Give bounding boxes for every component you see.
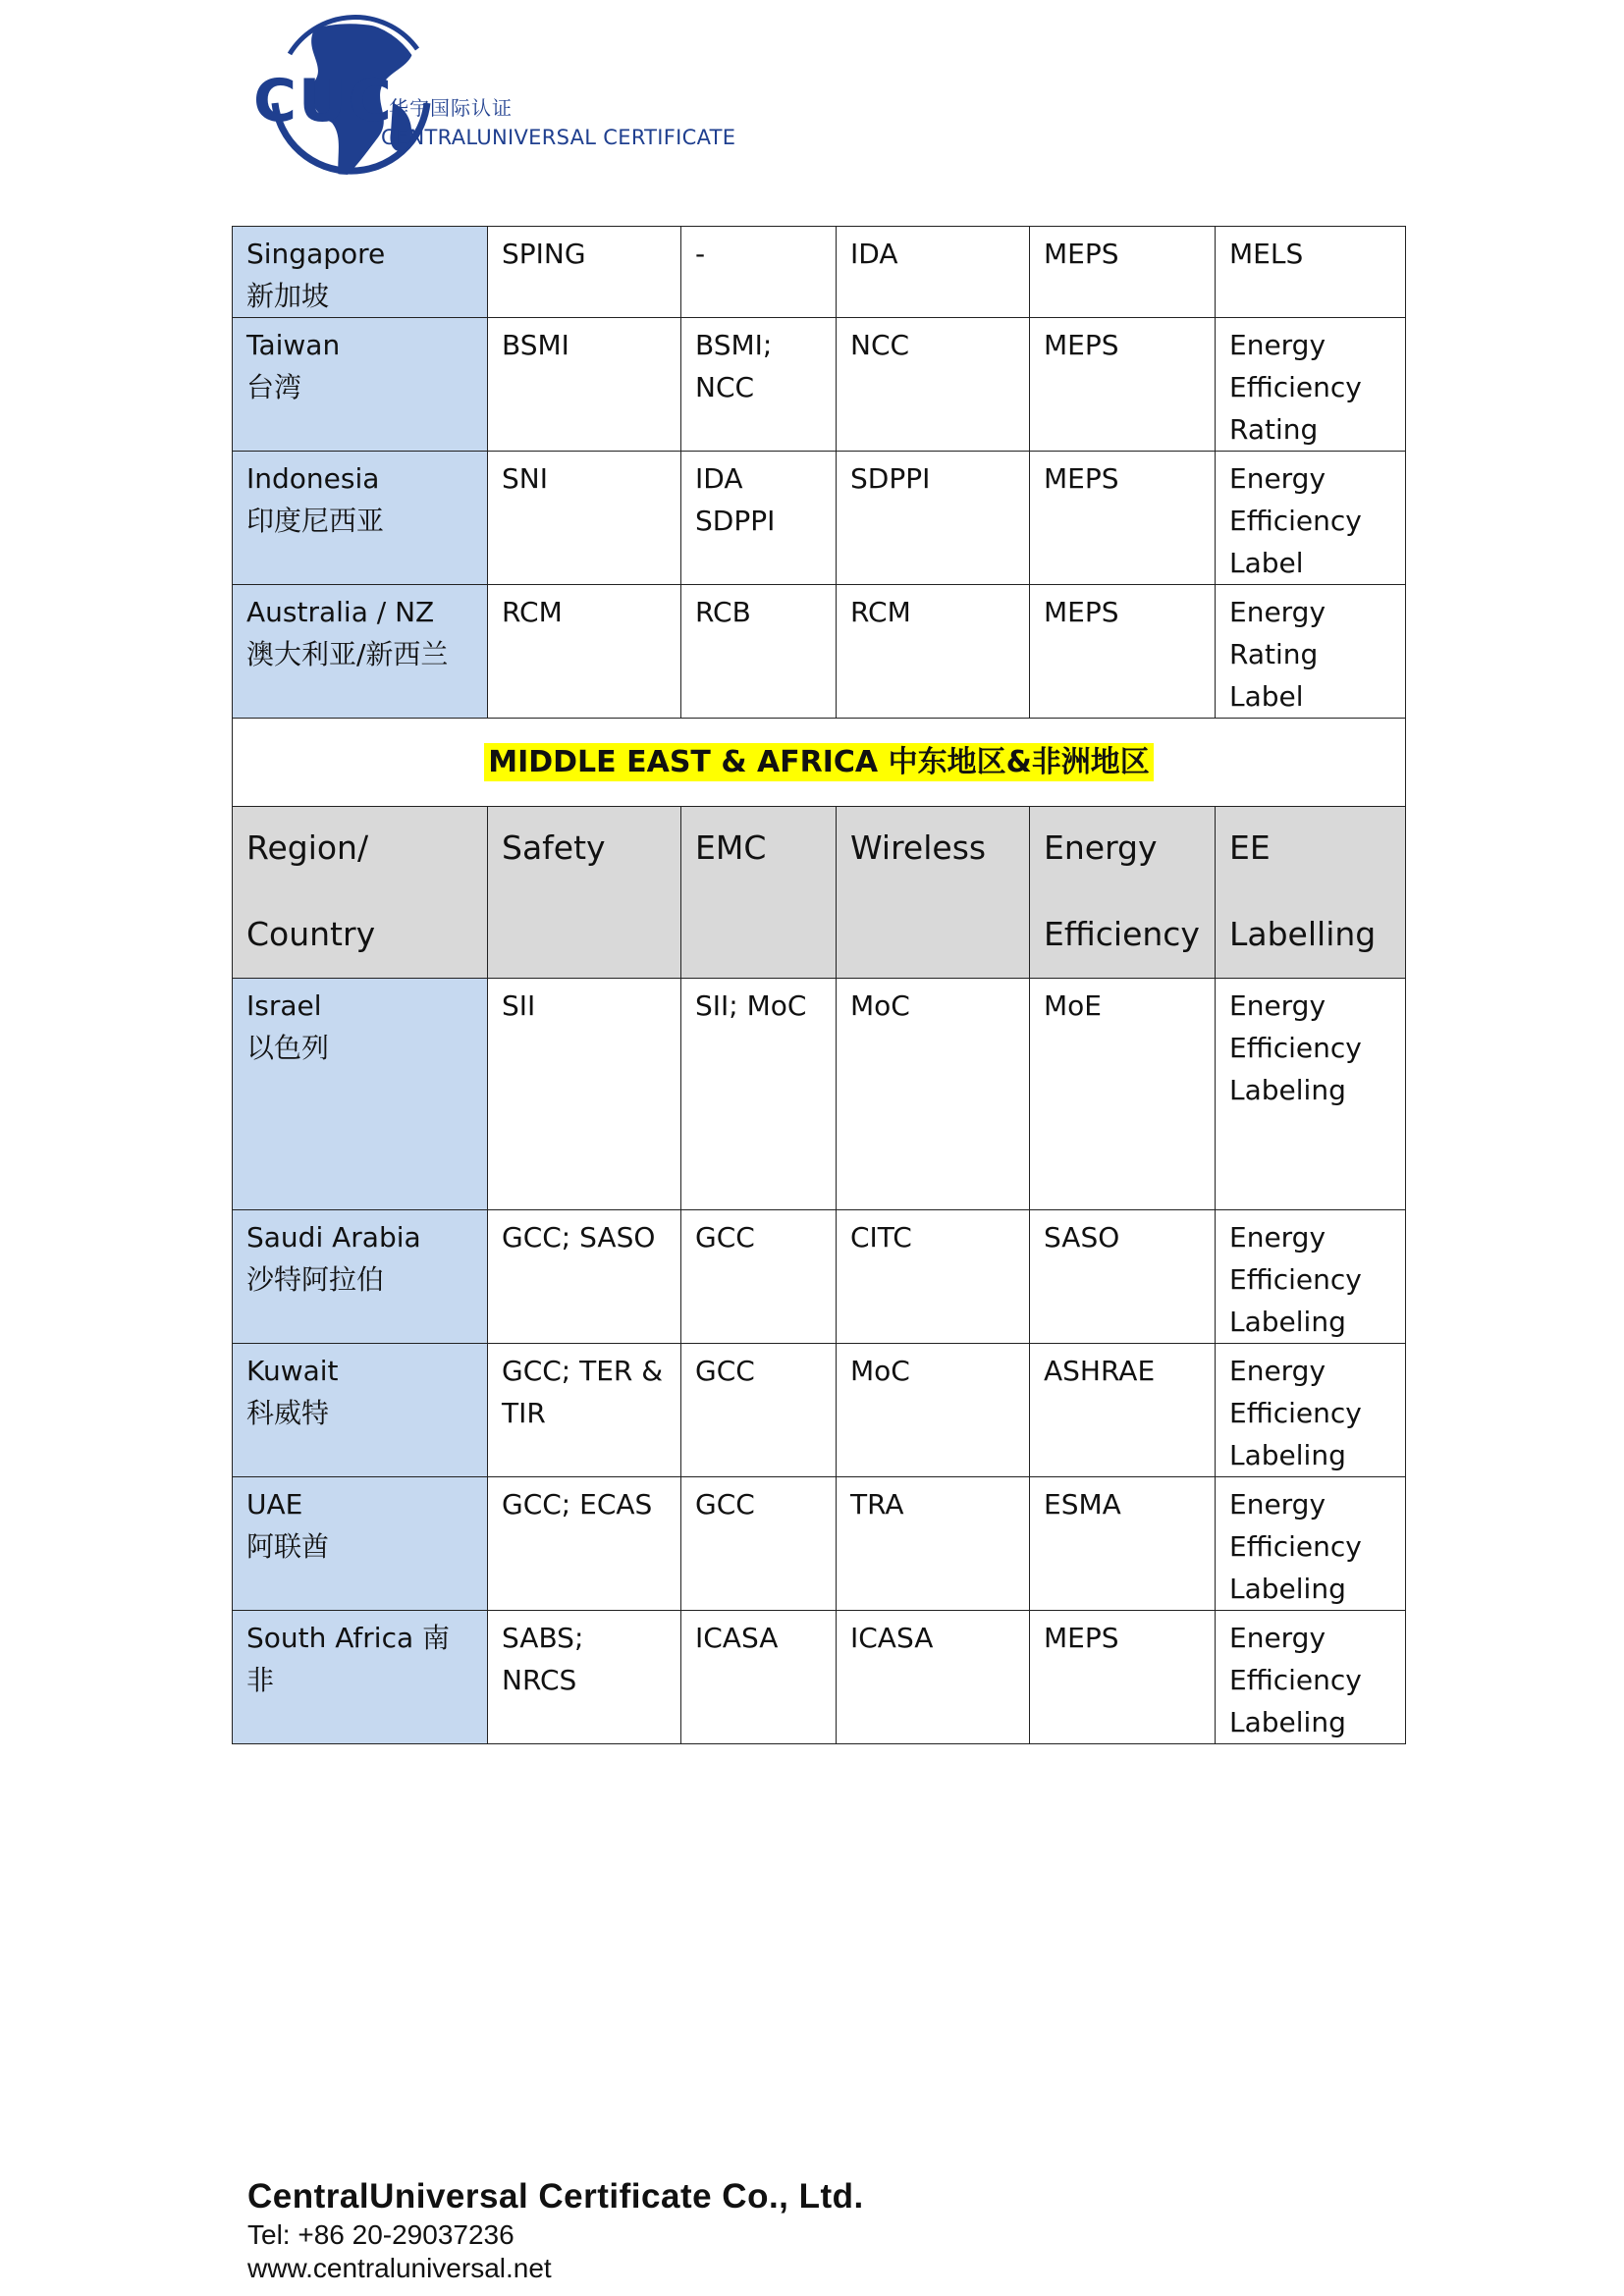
region-name: Israel xyxy=(246,989,322,1022)
region-cell xyxy=(233,318,488,452)
safety-cell: SII xyxy=(488,979,681,1210)
safety-cell: SPING xyxy=(488,227,681,318)
region-name-cn: 新加坡 xyxy=(246,280,330,312)
section-cell xyxy=(233,719,1406,807)
company-logo xyxy=(245,10,766,191)
safety-cell: SNI xyxy=(488,452,681,585)
header-region xyxy=(233,807,488,979)
region-name-cn: 沙特阿拉伯 xyxy=(246,1263,385,1296)
region-cell xyxy=(233,979,488,1210)
section-title: MIDDLE EAST & AFRICA 中东地区&非洲地区 xyxy=(484,743,1154,781)
region-cell xyxy=(233,1611,488,1744)
header-region-top: Region/ xyxy=(246,828,369,867)
header-wireless: Wireless xyxy=(837,807,1030,979)
region-name: Singapore xyxy=(246,238,386,270)
wireless-cell: IDA xyxy=(837,227,1030,318)
region-name: Saudi Arabia xyxy=(246,1221,421,1254)
table-row xyxy=(233,1344,1406,1477)
region-name-cn: 台湾 xyxy=(246,371,302,403)
table-row xyxy=(233,227,1406,318)
emc-cell: SII; MoC xyxy=(681,979,837,1210)
table-row xyxy=(233,1611,1406,1744)
region-name: Kuwait xyxy=(246,1355,339,1387)
region-name: Indonesia xyxy=(246,462,380,495)
region-name-cn: 澳大利亚/新西兰 xyxy=(246,638,449,670)
emc-cell: - xyxy=(681,227,837,318)
region-name-cn: 阿联酋 xyxy=(246,1530,330,1563)
energy-cell: MoE xyxy=(1030,979,1216,1210)
wireless-cell: MoC xyxy=(837,1344,1030,1477)
safety-cell: GCC; TER & TIR xyxy=(488,1344,681,1477)
emc-cell: GCC xyxy=(681,1210,837,1344)
wireless-cell: MoC xyxy=(837,979,1030,1210)
safety-cell: GCC; SASO xyxy=(488,1210,681,1344)
region-name: Australia / NZ xyxy=(246,596,435,628)
wireless-cell: NCC xyxy=(837,318,1030,452)
emc-cell: IDA SDPPI xyxy=(681,452,837,585)
certification-table xyxy=(232,226,1406,1744)
safety-cell: SABS; NRCS xyxy=(488,1611,681,1744)
logo-chinese-name: 华宇国际认证 xyxy=(389,96,513,120)
footer-website[interactable]: www.centraluniversal.net xyxy=(247,2253,552,2283)
header-region-bottom: Country xyxy=(246,915,376,953)
region-name-cn: 以色列 xyxy=(246,1032,330,1064)
safety-cell: BSMI xyxy=(488,318,681,452)
header-ee xyxy=(1216,807,1406,979)
wireless-cell: ICASA xyxy=(837,1611,1030,1744)
emc-cell: BSMI; NCC xyxy=(681,318,837,452)
ee-cell: Energy Efficiency Labeling xyxy=(1216,979,1406,1210)
region-name: South Africa 南非 xyxy=(246,1622,451,1696)
wireless-cell: RCM xyxy=(837,585,1030,719)
energy-cell: MEPS xyxy=(1030,227,1216,318)
region-name: UAE xyxy=(246,1488,303,1521)
emc-cell: RCB xyxy=(681,585,837,719)
region-cell xyxy=(233,452,488,585)
footer-tel: Tel: +86 20-29037236 xyxy=(247,2219,514,2250)
energy-cell: MEPS xyxy=(1030,318,1216,452)
table-row xyxy=(233,1477,1406,1611)
header-energy xyxy=(1030,807,1216,979)
header-row xyxy=(233,807,1406,979)
header-safety: Safety xyxy=(488,807,681,979)
energy-cell: SASO xyxy=(1030,1210,1216,1344)
emc-cell: GCC xyxy=(681,1477,837,1611)
logo-wordmark: CUC xyxy=(253,67,394,135)
emc-cell: GCC xyxy=(681,1344,837,1477)
ee-cell: Energy Efficiency Rating xyxy=(1216,318,1406,452)
region-cell xyxy=(233,1344,488,1477)
wireless-cell: CITC xyxy=(837,1210,1030,1344)
ee-cell: Energy Efficiency Label xyxy=(1216,452,1406,585)
ee-cell: Energy Efficiency Labeling xyxy=(1216,1344,1406,1477)
table-row xyxy=(233,585,1406,719)
section-row xyxy=(233,719,1406,807)
emc-cell: ICASA xyxy=(681,1611,837,1744)
region-cell xyxy=(233,585,488,719)
ee-cell: Energy Efficiency Labeling xyxy=(1216,1611,1406,1744)
region-cell xyxy=(233,227,488,318)
wireless-cell: SDPPI xyxy=(837,452,1030,585)
table-row xyxy=(233,979,1406,1210)
energy-cell: ASHRAE xyxy=(1030,1344,1216,1477)
header-energy-top: Energy xyxy=(1044,828,1158,867)
safety-cell: GCC; ECAS xyxy=(488,1477,681,1611)
table-row xyxy=(233,318,1406,452)
ee-cell: MELS xyxy=(1216,227,1406,318)
region-name: Taiwan xyxy=(246,329,341,361)
region-cell xyxy=(233,1210,488,1344)
energy-cell: MEPS xyxy=(1030,585,1216,719)
ee-cell: Energy Rating Label xyxy=(1216,585,1406,719)
ee-cell: Energy Efficiency Labeling xyxy=(1216,1477,1406,1611)
table-row xyxy=(233,452,1406,585)
header-ee-bottom: Labelling xyxy=(1229,915,1377,953)
safety-cell: RCM xyxy=(488,585,681,719)
logo-english-name: CENTRALUNIVERSAL CERTIFICATE xyxy=(381,126,736,149)
table-row xyxy=(233,1210,1406,1344)
energy-cell: MEPS xyxy=(1030,452,1216,585)
region-name-cn: 科威特 xyxy=(246,1397,330,1429)
header-emc: EMC xyxy=(681,807,837,979)
region-cell xyxy=(233,1477,488,1611)
page-footer xyxy=(247,2175,864,2285)
wireless-cell: TRA xyxy=(837,1477,1030,1611)
energy-cell: ESMA xyxy=(1030,1477,1216,1611)
region-name-cn: 印度尼西亚 xyxy=(246,505,385,537)
energy-cell: MEPS xyxy=(1030,1611,1216,1744)
header-energy-bottom: Efficiency xyxy=(1044,915,1200,953)
footer-company: CentralUniversal Certificate Co., Ltd. xyxy=(247,2177,864,2216)
header-ee-top: EE xyxy=(1229,828,1271,867)
ee-cell: Energy Efficiency Labeling xyxy=(1216,1210,1406,1344)
